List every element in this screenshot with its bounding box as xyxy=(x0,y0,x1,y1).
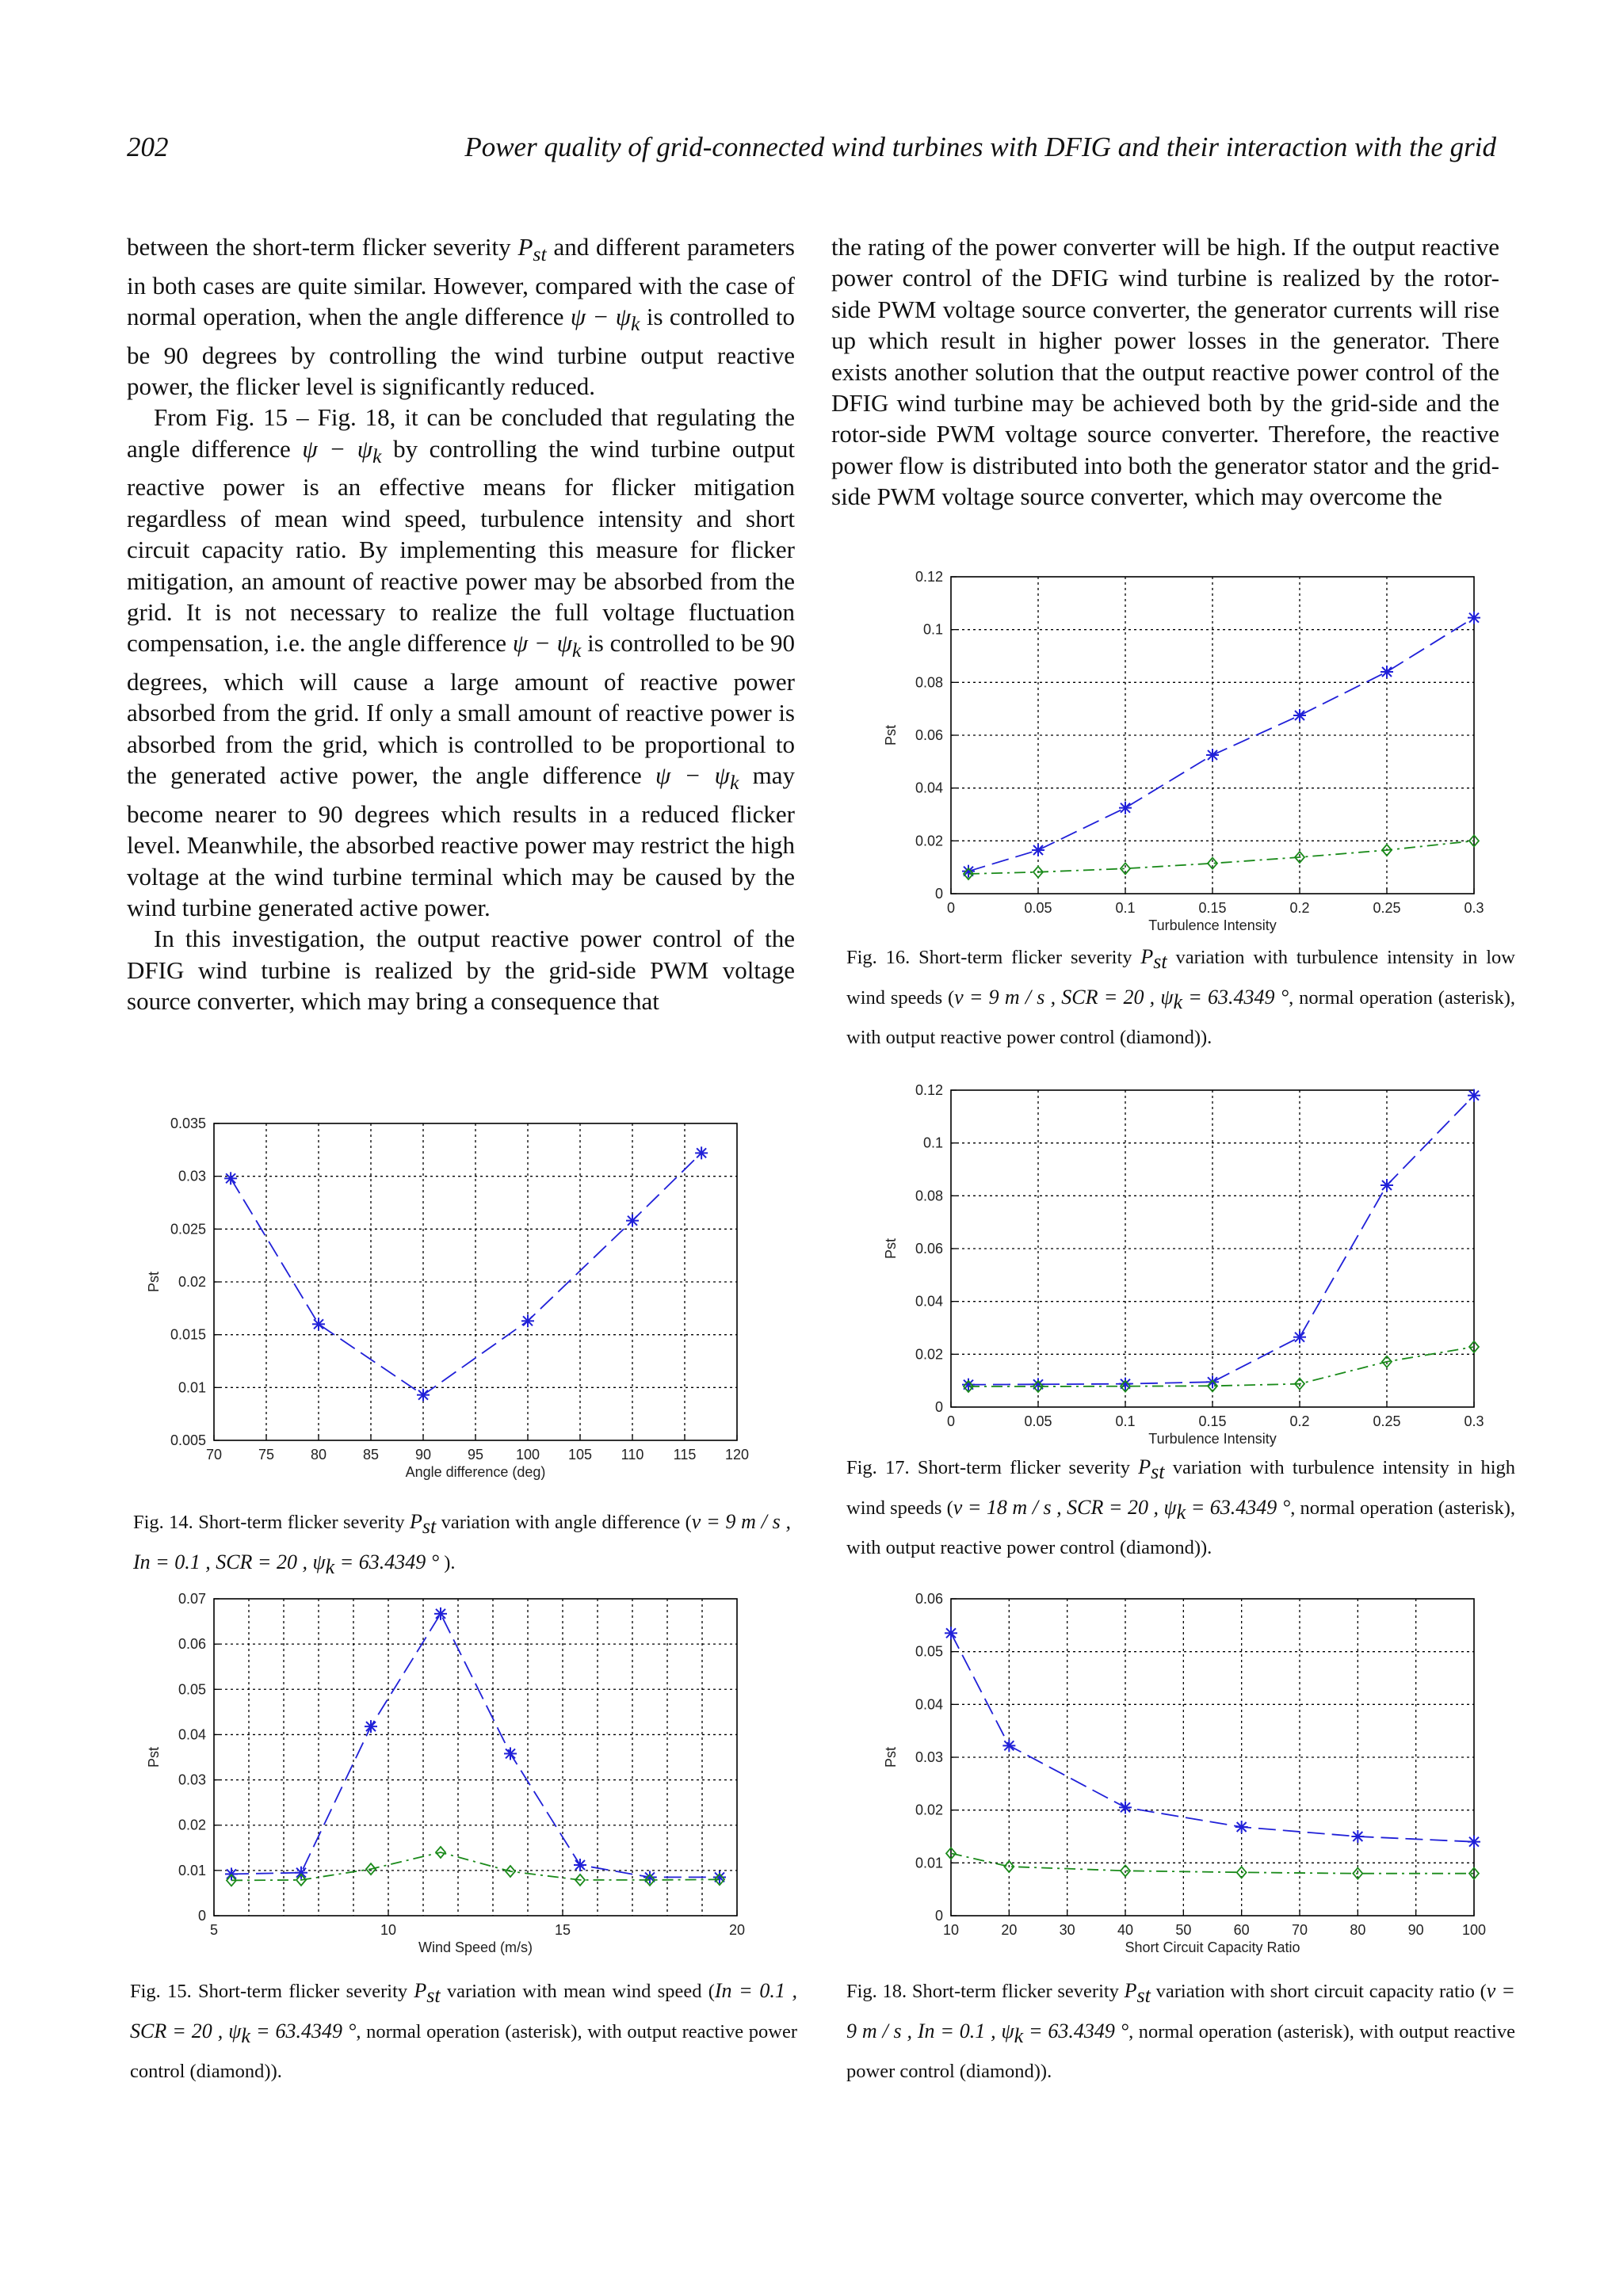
x-tick-label: 90 xyxy=(414,1447,432,1463)
asterisk-marker xyxy=(365,1720,377,1733)
y-axis-label: Pst xyxy=(883,724,899,746)
x-tick-label: 100 xyxy=(1461,1922,1487,1938)
x-tick-label: 120 xyxy=(724,1447,750,1463)
y-tick-label: 0 xyxy=(934,886,943,902)
figure-14 xyxy=(127,1109,777,1505)
x-tick-label: 20 xyxy=(728,1922,746,1938)
series-line-normal xyxy=(968,1096,1474,1385)
asterisk-marker xyxy=(962,865,975,878)
asterisk-marker xyxy=(312,1318,325,1330)
x-tick-label: 10 xyxy=(380,1922,397,1938)
asterisk-marker xyxy=(1119,1801,1132,1814)
x-tick-label: 40 xyxy=(1117,1922,1134,1938)
y-axis-label: Pst xyxy=(883,1238,899,1260)
series-line-controlled xyxy=(968,1347,1474,1386)
paragraph: the rating of the power converter will be high. If the output reactive power control of the DFIG wind turbine is realized by the rotor-side PWM voltage source converter, the generator currents will rise up which result in higher power losses in the generator. There exists another solution that the output reactive power control of the DFIG wind turbine may be achieved both by the grid-side and the rotor-side PWM voltage source converter. Therefore, the reactive power flow is distributed into both the generator stator and the grid-side PWM voltage source converter, which may overcome the xyxy=(831,233,1499,511)
x-tick-label: 100 xyxy=(515,1447,540,1463)
figure-17 xyxy=(864,1082,1514,1455)
y-tick-label: 0.04 xyxy=(178,1726,206,1743)
y-tick-label: 0.05 xyxy=(915,1643,943,1660)
fig15-chart xyxy=(127,1591,777,1963)
figure-16 xyxy=(864,569,1514,941)
x-tick-label: 110 xyxy=(621,1447,644,1463)
caption-fig15: Fig. 15. Short-term flicker severity $P_{st}$ variation with mean wind speed (In = 0.1 , SCR = 20 , $\psi_k = 63.4349$ °, normal operation (asterisk), with output reactive power control (diamond)). xyxy=(130,1979,797,2082)
asterisk-marker xyxy=(521,1314,534,1327)
paragraph: between the short-term flicker severity $P_{st}$ and different parameters in both cases are quite similar. However, compared with the case of normal operation, when the angle difference $\psi - \psi_k$ is controlled to be 90 degrees by controlling the wind turbine output reactive power, the flicker level is significantly reduced. xyxy=(127,233,795,400)
y-tick-label: 0.03 xyxy=(178,1168,206,1184)
y-tick-label: 0.005 xyxy=(170,1432,206,1448)
y-tick-label: 0.12 xyxy=(915,1082,943,1098)
asterisk-marker xyxy=(1293,709,1306,722)
x-tick-label: 0.05 xyxy=(1024,900,1052,916)
page-number: 202 xyxy=(127,132,169,162)
fig18-chart xyxy=(864,1591,1514,1963)
y-tick-label: 0.07 xyxy=(178,1591,206,1607)
running-title: Power quality of grid-connected wind turbines with DFIG and their interaction with the grid xyxy=(464,132,1496,162)
chart-plot-area xyxy=(883,569,1484,933)
x-tick-label: 0.15 xyxy=(1198,900,1227,916)
figure-15 xyxy=(127,1591,777,1963)
x-tick-label: 0.05 xyxy=(1024,1413,1052,1429)
series-line-controlled xyxy=(951,1853,1474,1873)
asterisk-marker xyxy=(1119,802,1132,814)
x-tick-label: 80 xyxy=(1350,1922,1366,1938)
figure-18 xyxy=(864,1591,1514,1963)
x-tick-label: 60 xyxy=(1233,1922,1250,1938)
x-tick-label: 70 xyxy=(205,1447,223,1463)
paragraph: From Fig. 15 – Fig. 18, it can be concluded that regulating the angle difference $\psi - \psi_k$ by controlling the wind turbine output reactive power is an effective means for flicker mitigation regardless of mean wind speed, turbulence intensity and short circuit capacity ratio. By implementing this measure for flicker mitigation, an amount of reactive power may be absorbed from the grid. It is not necessary to realize the full voltage fluctuation compensation, i.e. the angle difference $\psi - \psi_k$ is controlled to be 90 degrees, which will cause a large amount of reactive power absorbed from the grid. If only a small amount of reactive power is absorbed from the grid, which is controlled to be proportional to the generated active power, the angle difference $\psi - \psi_k$ may become nearer to 90 degrees which results in a reduced flicker level. Meanwhile, the absorbed reactive power may restrict the high voltage at the wind turbine terminal which may be caused by the wind turbine generated active power. xyxy=(127,403,796,922)
paragraph: In this investigation, the output reactive power control of the DFIG wind turbine is realized by the grid-side PWM voltage source converter, which may bring a consequence that xyxy=(127,925,795,1016)
chart-plot-area xyxy=(146,1591,745,1955)
asterisk-marker xyxy=(1351,1830,1364,1843)
x-tick-label: 30 xyxy=(1059,1922,1075,1938)
x-tick-label: 95 xyxy=(467,1447,484,1463)
asterisk-marker xyxy=(1119,1378,1132,1390)
fig17-chart xyxy=(864,1082,1514,1455)
asterisk-marker xyxy=(643,1871,656,1883)
y-tick-label: 0.025 xyxy=(170,1221,206,1238)
y-tick-label: 0.015 xyxy=(170,1326,206,1343)
asterisk-marker xyxy=(1381,666,1393,678)
x-tick-label: 0.1 xyxy=(1115,1413,1136,1429)
x-tick-label: 0.3 xyxy=(1464,1413,1484,1429)
y-tick-label: 0.01 xyxy=(178,1379,206,1396)
y-tick-label: 0.03 xyxy=(915,1749,943,1765)
x-axis-label: Turbulence Intensity xyxy=(1148,1431,1277,1447)
y-tick-label: 0 xyxy=(934,1908,943,1924)
x-tick-label: 0.1 xyxy=(1115,900,1136,916)
fig14-chart xyxy=(127,1109,777,1505)
x-tick-label: 20 xyxy=(1001,1922,1018,1938)
series-line-normal xyxy=(231,1153,701,1394)
asterisk-marker xyxy=(1235,1821,1248,1833)
y-axis-label: Pst xyxy=(883,1746,899,1768)
x-tick-label: 15 xyxy=(554,1922,571,1938)
asterisk-marker xyxy=(713,1871,726,1883)
x-tick-label: 0 xyxy=(946,1413,956,1429)
asterisk-marker xyxy=(1002,1739,1015,1752)
y-tick-label: 0.06 xyxy=(915,1241,943,1257)
asterisk-marker xyxy=(1468,612,1480,624)
caption-fig18: Fig. 18. Short-term flicker severity $P_{st}$ variation with short circuit capacity ratio (v = 9 m / s , In = 0.1 , $\psi_k = 63.4349$ °, normal operation (asterisk), with output reactive power control (diamond)). xyxy=(846,1979,1515,2082)
asterisk-marker xyxy=(295,1867,307,1879)
x-axis-label: Wind Speed (m/s) xyxy=(418,1939,533,1955)
asterisk-marker xyxy=(1468,1089,1480,1102)
asterisk-marker xyxy=(434,1608,447,1620)
x-tick-label: 0.15 xyxy=(1198,1413,1227,1429)
x-axis-label: Angle difference (deg) xyxy=(405,1464,546,1480)
asterisk-marker xyxy=(417,1389,430,1402)
asterisk-marker xyxy=(1468,1836,1480,1848)
y-tick-label: 0.1 xyxy=(922,1135,943,1151)
y-tick-label: 0 xyxy=(934,1399,943,1415)
x-tick-label: 115 xyxy=(673,1447,697,1463)
y-tick-label: 0.04 xyxy=(915,780,943,796)
y-tick-label: 0.05 xyxy=(178,1681,206,1698)
y-tick-label: 0.02 xyxy=(915,1346,943,1363)
y-tick-label: 0.04 xyxy=(915,1696,943,1713)
asterisk-marker xyxy=(1206,749,1219,761)
asterisk-marker xyxy=(574,1859,586,1871)
y-tick-label: 0.1 xyxy=(922,621,943,638)
y-tick-label: 0.12 xyxy=(915,569,943,585)
x-tick-label: 0.25 xyxy=(1373,900,1401,916)
x-tick-label: 80 xyxy=(310,1447,327,1463)
x-tick-label: 70 xyxy=(1291,1922,1308,1938)
y-tick-label: 0.02 xyxy=(915,1802,943,1818)
x-tick-label: 85 xyxy=(362,1447,380,1463)
chart-plot-area xyxy=(883,1591,1486,1955)
x-tick-label: 0.3 xyxy=(1464,900,1484,916)
x-tick-label: 0.2 xyxy=(1289,1413,1310,1429)
x-tick-label: 90 xyxy=(1407,1922,1424,1938)
asterisk-marker xyxy=(224,1172,237,1184)
y-tick-label: 0.08 xyxy=(915,674,943,691)
y-tick-label: 0.06 xyxy=(178,1636,206,1653)
x-tick-label: 0.2 xyxy=(1289,900,1310,916)
series-line-normal xyxy=(231,1614,720,1877)
x-tick-label: 10 xyxy=(942,1922,960,1938)
asterisk-marker xyxy=(1032,844,1044,856)
series-line-normal xyxy=(968,618,1474,871)
asterisk-marker xyxy=(945,1627,957,1639)
y-axis-label: Pst xyxy=(146,1271,162,1293)
asterisk-marker xyxy=(695,1146,708,1159)
y-tick-label: 0.035 xyxy=(170,1116,206,1131)
x-tick-label: 0.25 xyxy=(1373,1413,1401,1429)
right-column xyxy=(831,231,1499,513)
asterisk-marker xyxy=(504,1747,517,1760)
y-tick-label: 0.03 xyxy=(178,1772,206,1788)
y-tick-label: 0.08 xyxy=(915,1188,943,1204)
plot-frame xyxy=(214,1599,737,1916)
caption-fig16: Fig. 16. Short-term flicker severity $P_{st}$ variation with turbulence intensity in low wind speeds (v = 9 m / s , SCR = 20 , $\psi_k = 63.4349$ °, normal operation (asterisk), with output reactive power control (diamond)). xyxy=(846,945,1515,1048)
x-tick-label: 0 xyxy=(946,900,956,916)
y-tick-label: 0.02 xyxy=(915,833,943,849)
left-column xyxy=(127,231,795,1017)
y-tick-label: 0.04 xyxy=(915,1293,943,1310)
caption-fig14: Fig. 14. Short-term flicker severity $P_{st}$ variation with angle difference (v = 9 m / s , In = 0.1 , SCR = 20 , $\psi_k = 63.4349$ ° ). xyxy=(133,1510,792,1578)
x-tick-label: 75 xyxy=(258,1447,275,1463)
chart-plot-area xyxy=(883,1082,1484,1447)
asterisk-marker xyxy=(1293,1331,1306,1344)
fig16-chart xyxy=(864,569,1514,941)
y-axis-label: Pst xyxy=(146,1746,162,1768)
x-axis-label: Short Circuit Capacity Ratio xyxy=(1125,1939,1300,1955)
y-tick-label: 0.02 xyxy=(178,1817,206,1833)
y-tick-label: 0 xyxy=(197,1908,206,1924)
y-tick-label: 0.06 xyxy=(915,727,943,743)
series-line-controlled xyxy=(968,841,1474,874)
caption-fig17: Fig. 17. Short-term flicker severity $P_{st}$ variation with turbulence intensity in high wind speeds (v = 18 m / s , SCR = 20 , $\psi_k = 63.4349$ °, normal operation (asterisk), with output reactive power control (diamond)). xyxy=(846,1455,1515,1558)
y-tick-label: 0.01 xyxy=(915,1855,943,1871)
x-tick-label: 50 xyxy=(1175,1922,1192,1938)
chart-plot-area xyxy=(146,1116,749,1480)
x-axis-label: Turbulence Intensity xyxy=(1148,917,1277,933)
x-tick-label: 105 xyxy=(567,1447,593,1463)
asterisk-marker xyxy=(1381,1179,1393,1192)
x-tick-label: 5 xyxy=(209,1922,219,1938)
y-tick-label: 0.06 xyxy=(915,1591,943,1607)
y-tick-label: 0.01 xyxy=(178,1862,206,1878)
y-tick-label: 0.02 xyxy=(178,1274,206,1290)
asterisk-marker xyxy=(626,1215,639,1227)
